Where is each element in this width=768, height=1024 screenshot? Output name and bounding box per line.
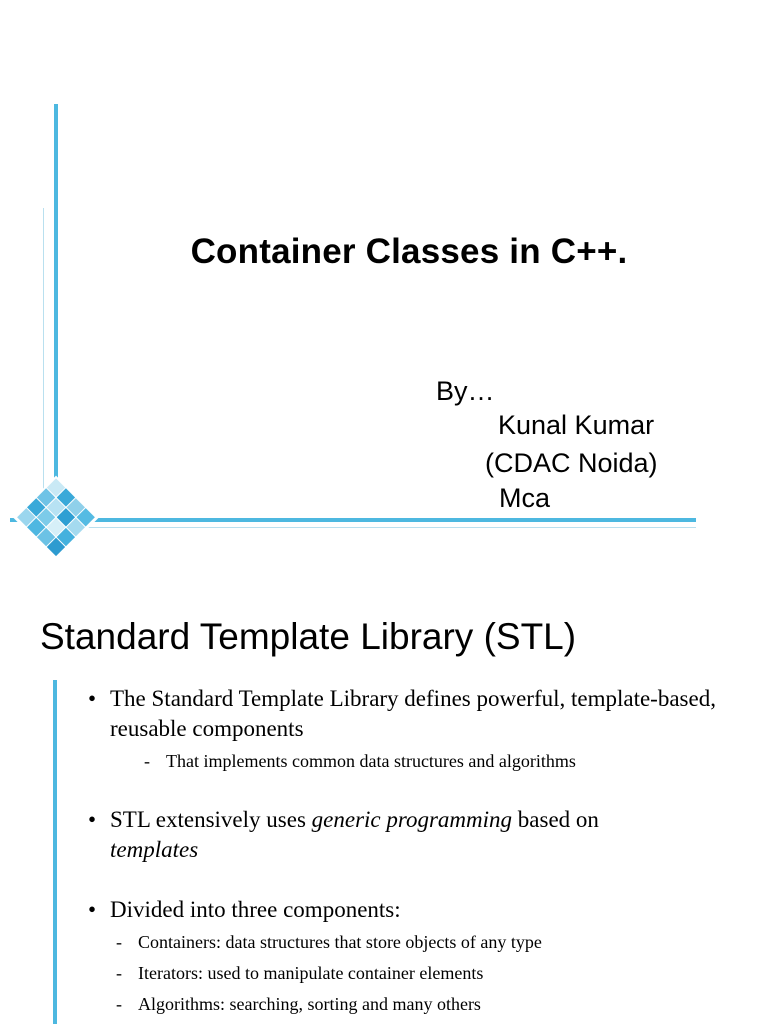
sub-bullet-item [116, 958, 738, 989]
sub-bullet-text: Algorithms: searching, sorting and many others [138, 994, 481, 1014]
slide-body [88, 684, 738, 1020]
author-by-label: By… [436, 376, 495, 406]
accent-horizontal-thin-line [60, 527, 696, 528]
author-course: Mca [499, 483, 551, 513]
slide-title: Standard Template Library (STL) [40, 616, 577, 657]
diamond-mosaic-icon [4, 466, 108, 570]
sub-bullet-item [116, 927, 738, 958]
sub-bullet-text: Containers: data structures that store objects of any type [138, 932, 542, 952]
sub-bullet-text: That implements common data structures and algorithms [166, 751, 576, 771]
dash-icon: - [116, 932, 122, 952]
bullet-item [88, 805, 738, 865]
bullet-item [88, 895, 738, 925]
slide-title: Container Classes in C++. [190, 232, 628, 271]
author-organization: (CDAC Noida) [485, 448, 658, 478]
bullet-text: Divided into three components: [110, 897, 401, 922]
dash-icon: - [116, 963, 122, 983]
bullet-text-start: STL extensively uses [110, 807, 312, 832]
bullet-text: The Standard Template Library defines powerful, template-based, reusable components [110, 686, 716, 741]
bullet-text-middle: based on [512, 807, 599, 832]
author-name: Kunal Kumar [498, 410, 655, 440]
sub-bullet-text: Iterators: used to manipulate container elements [138, 963, 484, 983]
accent-horizontal-line [10, 518, 696, 522]
dash-icon: - [116, 994, 122, 1014]
accent-vertical-line [53, 680, 57, 1024]
sub-bullet-item [144, 746, 738, 777]
bullet-icon: • [88, 686, 97, 711]
dash-icon: - [144, 751, 150, 771]
emphasis-generic-programming: generic programming [311, 807, 513, 832]
sub-bullet-item [116, 989, 738, 1020]
stl-slide [0, 580, 768, 1024]
emphasis-templates: templates [110, 837, 199, 862]
bullet-icon: • [88, 897, 97, 922]
bullet-icon: • [88, 807, 97, 832]
bullet-item [88, 684, 738, 744]
